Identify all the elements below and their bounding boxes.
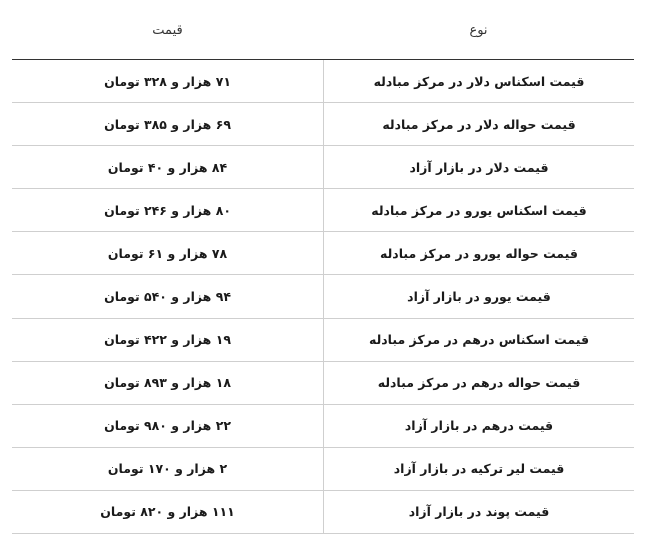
row-type: قیمت حواله یورو در مرکز مبادله [323,232,634,274]
table-row [12,319,634,362]
table-row [12,60,634,103]
table-row [12,405,634,448]
row-price: ۷۸ هزار و ۶۱ تومان [107,245,228,261]
row-price: ۲ هزار و ۱۷۰ تومان [107,461,228,477]
row-type: قیمت اسکناس دلار در مرکز مبادله [323,60,634,102]
row-type: قیمت حواله درهم در مرکز مبادله [323,362,634,404]
row-price: ۶۹ هزار و ۳۸۵ تومان [104,116,231,132]
header-type: نوع [469,22,488,38]
row-type: قیمت اسکناس یورو در مرکز مبادله [323,189,634,231]
table-row [12,189,634,232]
row-price: ۸۰ هزار و ۲۴۶ تومان [104,202,231,218]
row-price: ۱۱۱ هزار و ۸۲۰ تومان [100,504,235,520]
row-price: ۱۸ هزار و ۸۹۳ تومان [104,375,231,391]
table-row [12,362,634,405]
row-type: قیمت درهم در بازار آزاد [323,405,634,447]
row-type: قیمت اسکناس درهم در مرکز مبادله [323,319,634,361]
row-price: ۹۴ هزار و ۵۴۰ تومان [104,289,231,305]
row-price: ۲۲ هزار و ۹۸۰ تومان [104,418,231,434]
table-row [12,275,634,318]
table-row [12,146,634,189]
row-type: قیمت حواله دلار در مرکز مبادله [323,103,634,145]
table-header [12,0,634,60]
row-price: ۱۹ هزار و ۴۲۲ تومان [104,332,231,348]
row-type: قیمت لیر ترکیه در بازار آزاد [323,448,634,490]
price-table [12,59,634,534]
row-price: ۷۱ هزار و ۳۲۸ تومان [104,73,231,89]
table-row [12,448,634,491]
header-price: قیمت [152,22,183,38]
table-row [12,491,634,534]
row-type: قیمت یورو در بازار آزاد [323,275,634,317]
row-price: ۸۴ هزار و ۴۰ تومان [107,159,228,175]
table-row [12,103,634,146]
table-row [12,232,634,275]
row-type: قیمت پوند در بازار آزاد [323,491,634,533]
row-type: قیمت دلار در بازار آزاد [323,146,634,188]
